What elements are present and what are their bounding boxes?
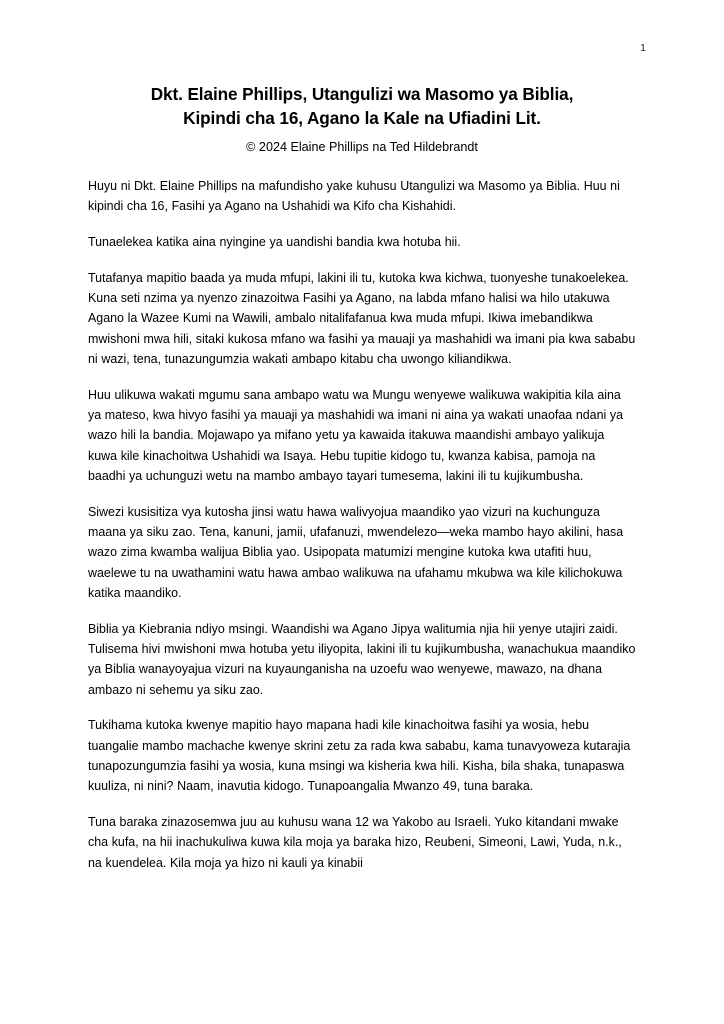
- paragraph: Huyu ni Dkt. Elaine Phillips na mafundisho yake kuhusu Utangulizi wa Masomo ya Biblia. Huu ni kipindi cha 16, Fasihi ya Agano na Ushahidi wa Kifo cha Kishahidi.: [88, 178, 620, 214]
- paragraph: Siwezi kusisitiza vya kutosha jinsi watu hawa walivyojua maandiko yao vizuri na kuchunguza maana ya siku zao. Tena, kanuni, jamii, ufafanuzi, mwendelezo—weka mambo hayo akilini, hasa wazo zima kwamba walijua Biblia yao. Usipopata matumizi mengine kutoka kwa utafiti huu, waelewe tu na uwathamini watu hawa ambao walikuwa na ufahamu mkubwa wa kile kilichokuwa katika maandiko.: [88, 504, 624, 600]
- title-line-2: Kipindi cha 16, Agano la Kale na Ufiadini Lit.: [183, 108, 541, 129]
- body-text: [88, 176, 636, 873]
- paragraph: Tutafanya mapitio baada ya muda mfupi, lakini ili tu, kutoka kwa kichwa, tuonyeshe tunakoelekea. Kuna seti nzima ya nyenzo zinazoitwa Fasihi ya Agano, na labda mfano halisi wa hilo utakuwa Agano la Wazee Kumi na Wawili, ambalo nitalifafanua kwa muda mfupi. Ikiwa imebandikwa mwishoni mwa hili, sitaki kukosa mfano wa fasihi ya mauaji ya mashahidi wa imani pia kwa sababu ni wazi, tena, tunazungumzia wakati ambapo kitabu cha uwongo kiliandikwa.: [88, 270, 636, 366]
- title-line-1: Dkt. Elaine Phillips, Utangulizi wa Masomo ya Biblia,: [150, 84, 574, 104]
- paragraph: Huu ulikuwa wakati mgumu sana ambapo watu wa Mungu wenyewe walikuwa wakipitia kila aina ya mateso, kwa hivyo fasihi ya mauaji ya mashahidi wa imani ni aina ya wakati unaofaa ndani ya wazo hili la bandia. Mojawapo ya mifano yetu ya kawaida itakuwa maandishi ambayo yalikuja kuwa kile kinachoitwa Ushahidi wa Isaya. Hebu tupitie kidogo tu, kwanza kabisa, pamoja na baadhi ya uchunguzi wetu na mambo ambayo tayari tumesema, lakini ili tu kujikumbusha.: [88, 387, 624, 483]
- paragraph: Tunaelekea katika aina nyingine ya uandishi bandia kwa hotuba hii.: [88, 234, 461, 249]
- page-title: [88, 82, 636, 131]
- paragraph: Tukihama kutoka kwenye mapitio hayo mapana hadi kile kinachoitwa fasihi ya wosia, hebu tuangalie mambo machache kwenye skrini zetu za rada kwa sababu, kama tunavyoweza kutarajia tunapozungumzia fasihi ya wosia, kuna msingi wa kisheria kwa hili. Kisha, bila shaka, tunapaswa kuuliza, ni nini? Naam, inavutia kidogo. Tunapoangalia Mwanzo 49, tuna baraka.: [88, 718, 631, 794]
- page-number: 1: [640, 42, 646, 54]
- paragraph: Tuna baraka zinazosemwa juu au kuhusu wana 12 wa Yakobo au Israeli. Yuko kitandani mwake cha kufa, na hii inachukuliwa kuwa kila moja ya baraka hizo, Reubeni, Simeoni, Lawi, Yuda, n.k., na kuendelea. Kila moja ya hizo ni kauli ya kinabii: [88, 815, 622, 870]
- paragraph: Biblia ya Kiebrania ndiyo msingi. Waandishi wa Agano Jipya walitumia njia hii yenye utajiri zaidi. Tulisema hivi mwishoni mwa hotuba yetu iliyopita, lakini ili tu kujikumbusha, wanachukua maandiko ya Biblia wanayoyajua vizuri na kuyaunganisha na uzoefu wao wenyewe, mawazo, na dhana ambazo ni sehemu ya siku zao.: [88, 621, 636, 697]
- copyright-notice: © 2024 Elaine Phillips na Ted Hildebrandt: [246, 139, 478, 154]
- document-content: [88, 82, 636, 873]
